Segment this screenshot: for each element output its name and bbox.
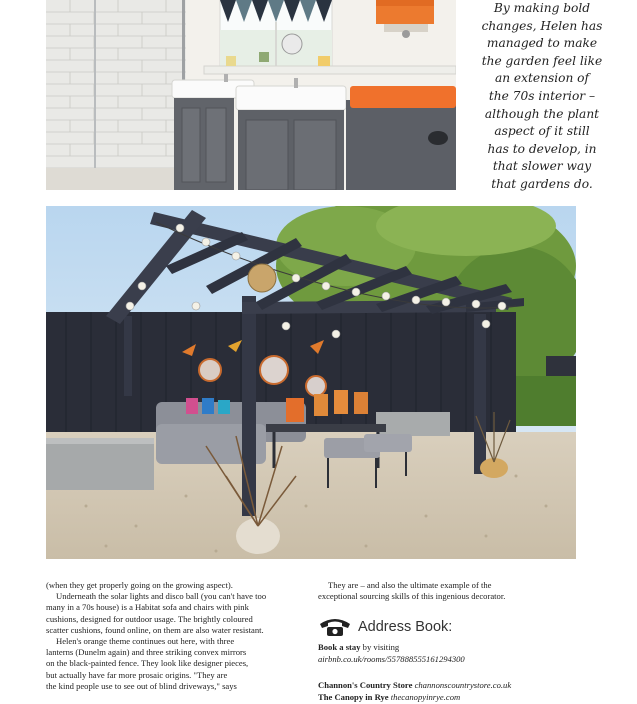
body-column-left xyxy=(46,580,316,692)
entry-url-link[interactable]: thecanopyinrye.com xyxy=(390,692,461,702)
pull-quote-line: although the plant xyxy=(484,106,600,121)
garden-illustration xyxy=(46,206,576,559)
pull-quote-line: aspect of it still xyxy=(494,124,590,139)
entry-name: The Canopy in Rye xyxy=(318,692,389,702)
entry-url-link[interactable]: channonscountrystore.co.uk xyxy=(414,680,512,690)
pull-quote-line: the garden feel like xyxy=(481,53,603,68)
entry-name: Book a stay xyxy=(318,642,361,652)
body-line: (when they get properly going on the growing aspect). xyxy=(46,580,233,590)
entry-url-link[interactable]: airbnb.co.uk/rooms/557888555161294300 xyxy=(318,654,465,664)
body-line: on the black-painted fence. They look like designer pieces, xyxy=(46,658,249,669)
bathroom-illustration xyxy=(46,0,456,190)
pull-quote-line: that gardens do. xyxy=(491,176,593,191)
address-entry xyxy=(318,680,511,692)
body-line: scatter cushions, found online, on them are also water resistant. xyxy=(46,624,264,635)
address-entry xyxy=(318,642,399,654)
pull-quote-line: By making bold xyxy=(493,1,591,15)
body-line: exceptional sourcing skills of this ingenious decorator. xyxy=(318,591,506,602)
pull-quote-line: managed to make xyxy=(486,36,598,51)
body-line: many in a 70s house) is a Habitat sofa and chairs with pink xyxy=(46,602,249,613)
body-line: but actually have far more prosaic origins. "They are xyxy=(46,669,228,680)
pull-quote-line: has to develop, in xyxy=(487,141,597,156)
garden-photo xyxy=(46,206,576,559)
body-line: Underneath the solar lights and disco ball (you can't have too xyxy=(56,591,267,602)
entry-lead: by visiting xyxy=(360,642,400,652)
pull-quote xyxy=(462,0,622,192)
address-entry xyxy=(318,692,460,704)
pull-quote-line: an extension of xyxy=(494,71,590,86)
address-book-title: Address Book: xyxy=(358,619,453,635)
address-book-heading xyxy=(318,614,452,640)
bathroom-photo xyxy=(46,0,456,190)
address-entry-url xyxy=(318,654,465,666)
body-line: cushions, designed for outdoor usage. The brightly coloured xyxy=(46,613,253,624)
body-line: the kind people use to see out of blind driveways," says xyxy=(46,680,237,691)
telephone-icon xyxy=(318,617,352,637)
pull-quote-line: changes, Helen has xyxy=(481,18,603,33)
body-line: They are – and also the ultimate example of the xyxy=(328,580,492,590)
body-line: Helen's orange theme continues out here, with three xyxy=(56,636,235,647)
pull-quote-line: that slower way xyxy=(492,159,592,174)
pull-quote-line: the 70s interior – xyxy=(488,88,596,103)
entry-name: Channon's Country Store xyxy=(318,680,413,690)
body-column-right xyxy=(318,580,578,602)
body-line: lanterns (Dunelm again) and three striking convex mirrors xyxy=(46,647,247,658)
